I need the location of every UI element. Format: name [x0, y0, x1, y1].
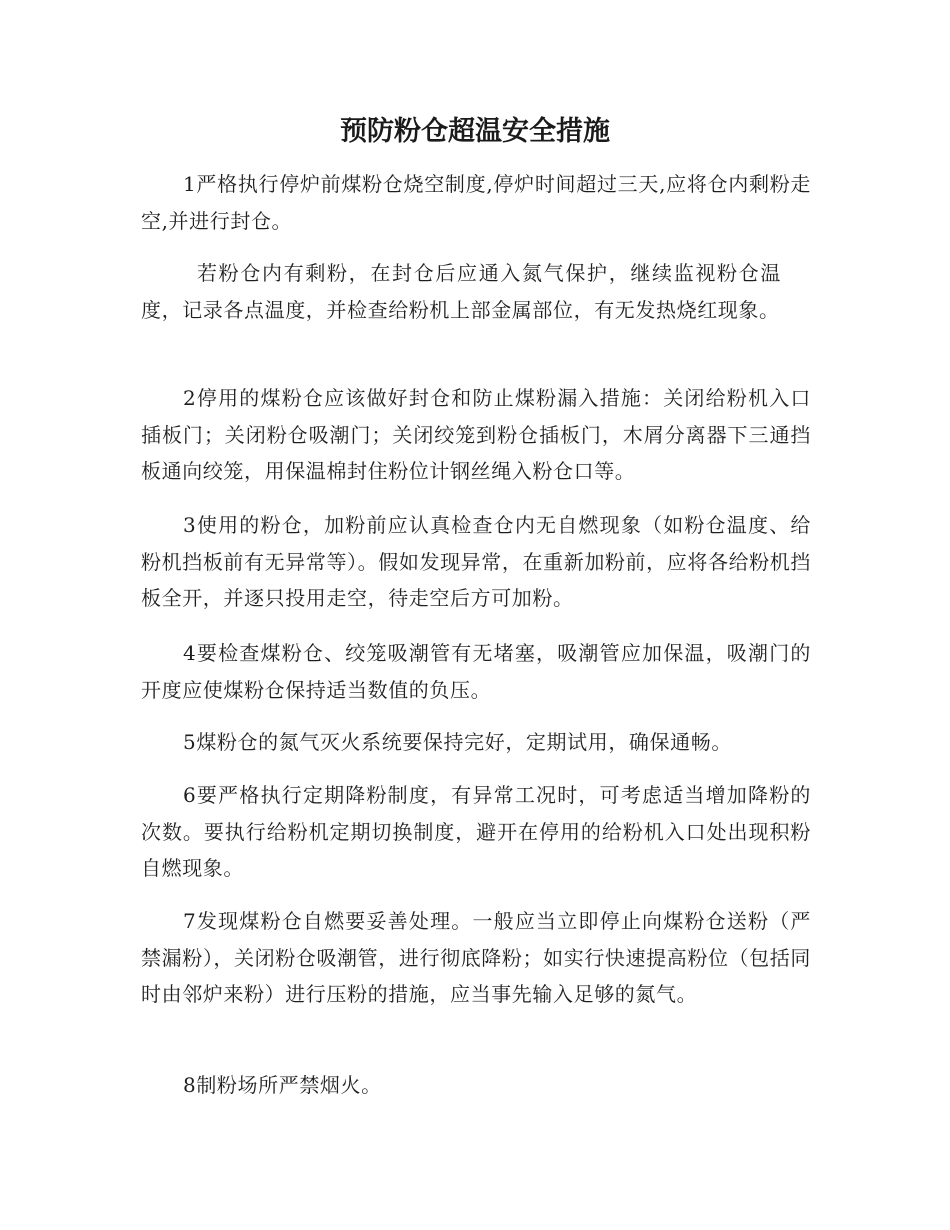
- paragraph-3: 3使用的粉仓，加粉前应认真检查仓内无自燃现象（如粉仓温度、给粉机挡板前有无异常等）。假如发现异常，在重新加粉前，应将各给粉机挡板全开，并逐只投用走空，待走空后方可加粉。: [141, 513, 811, 610]
- paragraph-2: 2停用的煤粉仓应该做好封仓和防止煤粉漏入措施：关闭给粉机入口插板门；关闭粉仓吸潮门；关闭绞笼到粉仓插板门，木屑分离器下三通挡板通向绞笼，用保温棉封住粉位计钢丝绳入粉仓口等。: [141, 386, 811, 483]
- paragraph-6: 6要严格执行定期降粉制度，有异常工况时，可考虑适当增加降粉的次数。要执行给粉机定期切换制度，避开在停用的给粉机入口处出现积粉自燃现象。: [141, 783, 811, 880]
- paragraph-1: 1严格执行停炉前煤粉仓烧空制度,停炉时间超过三天,应将仓内剩粉走空,并进行封仓。: [141, 172, 811, 233]
- paragraph-4: 4要检查煤粉仓、绞笼吸潮管有无堵塞，吸潮管应加保温，吸潮门的开度应使煤粉仓保持适当数值的负压。: [141, 641, 811, 702]
- paragraph-7: 7发现煤粉仓自燃要妥善处理。一般应当立即停止向煤粉仓送粉（严禁漏粉），关闭粉仓吸潮管，进行彻底降粉；如实行快速提高粉位（包括同时由邻炉来粉）进行压粉的措施，应当事先输入足够的氮气。: [141, 909, 811, 1006]
- paragraph-nitrogen-protection: 若粉仓内有剩粉，在封仓后应通入氮气保护，继续监视粉仓温度，记录各点温度，并检查给粉机上部金属部位，有无发热烧红现象。: [141, 261, 781, 322]
- document-title: 预防粉仓超温安全措施: [340, 116, 610, 147]
- paragraph-5: 5煤粉仓的氮气灭火系统要保持完好，定期试用，确保通畅。: [183, 730, 732, 754]
- paragraph-8: 8制粉场所严禁烟火。: [183, 1073, 382, 1097]
